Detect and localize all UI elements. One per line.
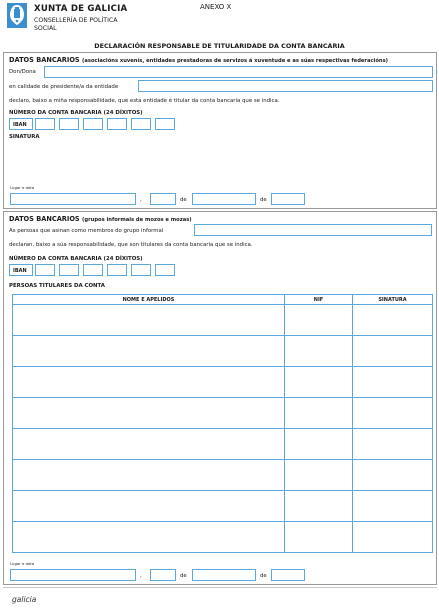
section1-account-group-1[interactable] <box>35 118 55 130</box>
signature-cell[interactable] <box>353 429 433 460</box>
nif-cell[interactable] <box>285 305 353 336</box>
section1-account-group-6[interactable] <box>155 118 175 130</box>
org-title: XUNTA DE GALICIA <box>34 4 128 14</box>
section2-declaration: declaran, baixo a súa responsabilidade, que son titulares da conta bancaria que se indica. <box>9 242 253 248</box>
section2-account-group-2[interactable] <box>59 264 79 276</box>
section2-place-date-label: Lugar e data <box>10 561 35 566</box>
signature-cell[interactable] <box>353 522 433 553</box>
section1-comma: , <box>140 197 142 203</box>
name-cell[interactable] <box>13 336 285 367</box>
name-cell[interactable] <box>13 305 285 336</box>
section2-account-group-1[interactable] <box>35 264 55 276</box>
section2-account-label: NÚMERO DA CONTA BANCARIA (24 DÍXITOS) <box>9 256 143 262</box>
bank-details-informal-group-section <box>3 211 437 585</box>
name-cell[interactable] <box>13 522 285 553</box>
section2-place-field[interactable] <box>10 569 136 581</box>
annex-label: ANEXO X <box>200 3 232 11</box>
table-row <box>13 491 433 522</box>
section2-de-1: de <box>180 573 187 579</box>
section1-de-1: de <box>180 197 187 203</box>
name-cell[interactable] <box>13 460 285 491</box>
don-dona-field[interactable] <box>44 66 433 78</box>
section1-account-group-3[interactable] <box>83 118 103 130</box>
table-row <box>13 305 433 336</box>
table-row <box>13 429 433 460</box>
nif-cell[interactable] <box>285 491 353 522</box>
section1-heading <box>9 57 388 64</box>
group-name-field[interactable] <box>194 224 432 236</box>
table-row <box>13 367 433 398</box>
org-subtitle-line2: SOCIAL <box>34 25 57 32</box>
section2-month-field[interactable] <box>192 569 256 581</box>
nif-cell[interactable] <box>285 367 353 398</box>
nif-cell[interactable] <box>285 429 353 460</box>
section1-year-field[interactable] <box>271 193 305 205</box>
section1-de-2: de <box>260 197 267 203</box>
holders-table <box>12 294 433 553</box>
don-dona-label: Don/Dona <box>9 69 36 75</box>
section2-year-field[interactable] <box>271 569 305 581</box>
signature-cell[interactable] <box>353 305 433 336</box>
column-header-name: NOME E APELIDOS <box>13 295 285 305</box>
table-row <box>13 522 433 553</box>
section1-account-label: NÚMERO DA CONTA BANCARIA (24 DÍXITOS) <box>9 110 143 116</box>
table-row <box>13 336 433 367</box>
column-header-signature: SINATURA <box>353 295 433 305</box>
signature-cell[interactable] <box>353 398 433 429</box>
page-title: DECLARACIÓN RESPONSABLE DE TITULARIDADE DA CONTA BANCARIA <box>94 42 345 50</box>
nif-cell[interactable] <box>285 460 353 491</box>
section2-account-group-6[interactable] <box>155 264 175 276</box>
section2-heading <box>9 216 192 223</box>
footer-divider <box>3 587 437 588</box>
section1-place-date-label: Lugar e data <box>10 185 35 190</box>
name-cell[interactable] <box>13 429 285 460</box>
holders-label: PERSOAS TITULARES DA CONTA <box>9 283 105 289</box>
nif-cell[interactable] <box>285 522 353 553</box>
section1-heading-title: DATOS BANCARIOS <box>9 56 80 64</box>
section1-account-group-2[interactable] <box>59 118 79 130</box>
signature-cell[interactable] <box>353 336 433 367</box>
section1-month-field[interactable] <box>192 193 256 205</box>
capacity-label: en calidade de presidente/a da entidade <box>9 84 119 90</box>
section1-heading-note: (asociacións xuvenís, entidades prestadoras de servizos á xuventude e as súas respectivas federacións) <box>81 58 389 64</box>
name-cell[interactable] <box>13 398 285 429</box>
nif-cell[interactable] <box>285 398 353 429</box>
entity-name-field[interactable] <box>138 80 433 92</box>
section1-declaration: declaro, baixo a miña responsabilidade, que esta entidade é titular da conta bancaria que se indica. <box>9 98 280 104</box>
nif-cell[interactable] <box>285 336 353 367</box>
section1-signature-label: SINATURA <box>9 134 40 140</box>
section2-heading-title: DATOS BANCARIOS <box>9 215 80 223</box>
signature-cell[interactable] <box>353 460 433 491</box>
org-subtitle-line1: CONSELLERÍA DE POLÍTICA <box>34 17 118 24</box>
section2-account-group-4[interactable] <box>107 264 127 276</box>
section2-iban-box[interactable]: IBAN <box>9 264 33 276</box>
table-row <box>13 460 433 491</box>
section2-account-group-5[interactable] <box>131 264 151 276</box>
section1-day-field[interactable] <box>150 193 176 205</box>
table-row <box>13 398 433 429</box>
section2-de-2: de <box>260 573 267 579</box>
bank-details-association-section <box>3 52 437 209</box>
column-header-nif: NIF <box>285 295 353 305</box>
section2-account-group-3[interactable] <box>83 264 103 276</box>
section1-iban-box[interactable]: IBAN <box>9 118 33 130</box>
xunta-emblem-icon <box>7 3 27 28</box>
section1-account-group-4[interactable] <box>107 118 127 130</box>
name-cell[interactable] <box>13 491 285 522</box>
section1-place-field[interactable] <box>10 193 136 205</box>
signature-cell[interactable] <box>353 491 433 522</box>
holders-table-header <box>13 295 433 305</box>
section1-account-group-5[interactable] <box>131 118 151 130</box>
signature-cell[interactable] <box>353 367 433 398</box>
section2-heading-note: (grupos informais de mozos e mozas) <box>81 217 192 223</box>
galicia-footer-logo: galicia <box>12 595 37 604</box>
section2-day-field[interactable] <box>150 569 176 581</box>
persons-label: As persoas que asinan como membros do grupo informal <box>9 228 164 234</box>
name-cell[interactable] <box>13 367 285 398</box>
section2-comma: , <box>140 573 142 579</box>
